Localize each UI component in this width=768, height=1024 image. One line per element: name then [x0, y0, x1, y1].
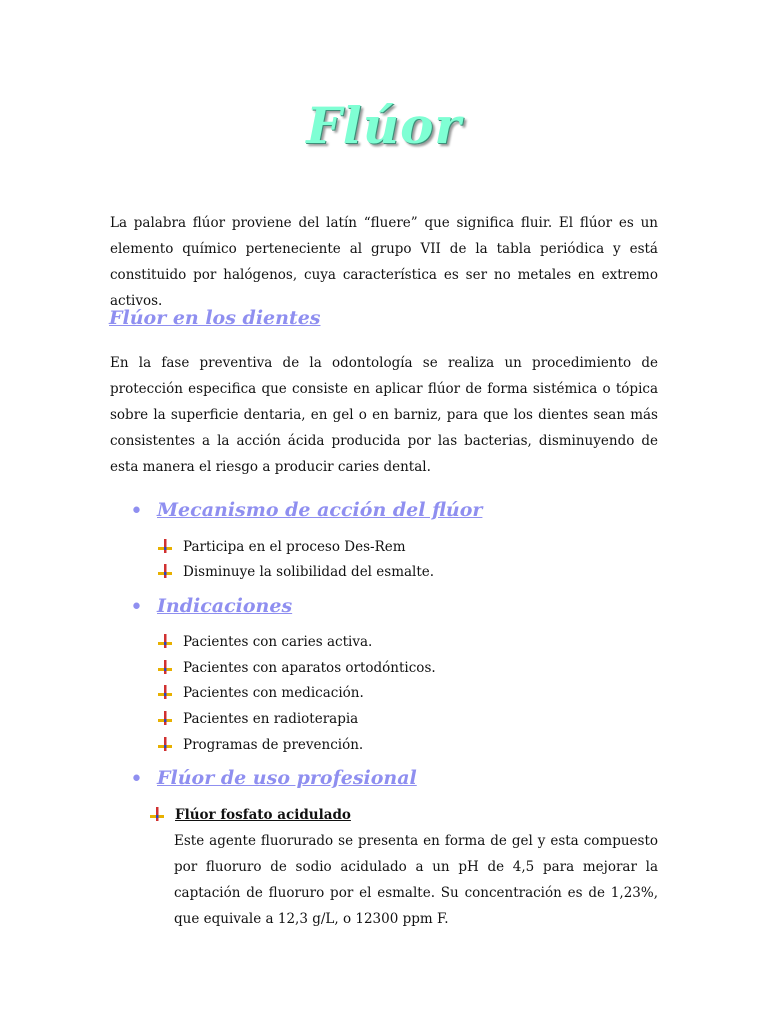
list-item — [158, 709, 358, 729]
list-item-label: Pacientes en radioterapia — [183, 711, 359, 727]
colored-cross-icon — [158, 737, 172, 751]
colored-cross-icon — [158, 711, 172, 725]
sub-heading: Flúor fosfato acidulado — [175, 807, 351, 823]
bullet-dot-icon: • — [130, 499, 143, 524]
bullet-dot-icon: • — [130, 595, 143, 620]
section-heading-dientes: Flúor en los dientes — [109, 307, 321, 329]
list-item — [158, 683, 364, 703]
sub-heading-item — [150, 805, 351, 825]
colored-cross-icon — [158, 539, 172, 553]
list-item — [158, 562, 434, 582]
list-item — [158, 658, 436, 678]
list-item — [158, 735, 363, 755]
section-heading-profesional: Flúor de uso profesional — [157, 767, 417, 789]
list-item — [158, 632, 372, 652]
colored-cross-icon — [158, 685, 172, 699]
page-title: Flúor — [306, 96, 462, 155]
colored-cross-icon — [158, 660, 172, 674]
colored-cross-icon — [158, 634, 172, 648]
intro-paragraph: La palabra flúor proviene del latín “fluere” que significa fluir. El flúor es un elemento químico perteneciente al grupo VII de la tabla periódica y está constituido por halógenos, cuya característica es ser no metales en extremo activos. — [110, 215, 658, 309]
profesional-paragraph: Este agente fluorurado se presenta en forma de gel y esta compuesto por fluoruro de sodio acidulado a un pH de 4,5 para mejorar la captación de fluoruro por el esmalte. Su concentración es de 1,23%, que equivale a 12,3 g/L, o 12300 ppm F. — [174, 833, 658, 927]
list-item-label: Pacientes con aparatos ortodónticos. — [183, 660, 436, 676]
dientes-paragraph: En la fase preventiva de la odontología se realiza un procedimiento de protección especifica que consiste en aplicar flúor de forma sistémica o tópica sobre la superficie dentaria, en gel o en barniz, para que los dientes sean más consistentes a la acción ácida producida por las bacterias, disminuyendo de esta manera el riesgo a producir caries dental. — [110, 355, 658, 475]
list-item-label: Participa en el proceso Des-Rem — [183, 539, 406, 555]
bullet-dot-icon: • — [130, 767, 143, 792]
colored-cross-icon — [150, 807, 164, 821]
colored-cross-icon — [158, 564, 172, 578]
section-heading-mecanismo: Mecanismo de acción del flúor — [157, 499, 483, 521]
list-item-label: Pacientes con caries activa. — [183, 634, 373, 650]
list-item-label: Programas de prevención. — [183, 737, 364, 753]
list-item — [158, 537, 406, 557]
list-item-label: Disminuye la solibilidad del esmalte. — [183, 564, 435, 580]
list-item-label: Pacientes con medicación. — [183, 685, 364, 701]
section-heading-indicaciones: Indicaciones — [157, 595, 293, 617]
